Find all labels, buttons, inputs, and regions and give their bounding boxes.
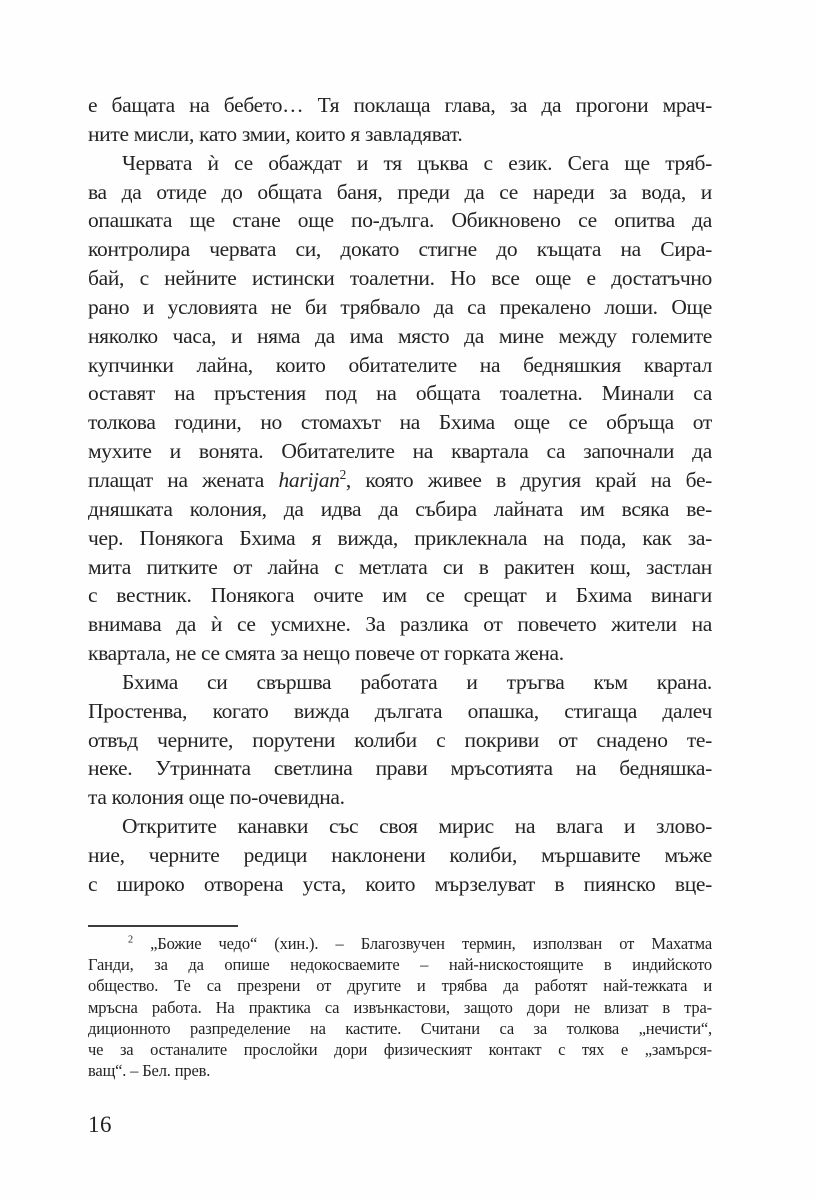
body-line: опашката ще стане още по-дълга. Обикновено се опитва да <box>88 208 712 233</box>
foreign-term-italic: harijan <box>278 467 340 492</box>
body-line: чер. Понякога Бхима я вижда, приклекнала на пода, как за- <box>88 525 712 550</box>
line-text: плащат на жената <box>88 467 279 492</box>
body-line-with-footnote-ref <box>88 466 712 495</box>
body-line: мита питките от лайна с метлата си в ракитен кош, застлан <box>88 554 712 579</box>
body-line: дняшката колония, да идва да събира лайната им всяка ве- <box>88 496 712 521</box>
footnote-line: Ганди, за да опише недокосваемите – най-нискостоящите в индийското <box>88 955 712 975</box>
body-line: рано и условията не би трябвало да са прекалено лоши. Още <box>88 294 712 319</box>
footnote-reference-mark: 2 <box>339 466 346 482</box>
body-line: е бащата на бебето… Тя поклаща глава, за да прогони мрач- <box>88 93 712 117</box>
body-line: та колония още по-очевидна. <box>88 785 345 810</box>
body-line: Простенва, когато вижда дългата опашка, стигаща далеч <box>88 698 712 723</box>
body-line: толкова години, но стомахът на Бхима още се обръща от <box>88 410 712 435</box>
body-line: Червата ѝ се обаждат и тя цъква с език. Сега ще тряб- <box>122 150 712 175</box>
body-line: контролира червата си, докато стигне до къщата на Сира- <box>88 237 712 262</box>
body-line: купчинки лайна, които обитателите на бедняшкия квартал <box>88 352 712 377</box>
body-line: Откритите канавки със своя мирис на влага и злово- <box>122 814 712 839</box>
footnote-text: „Божие чедо“ (хин.). – Благозвучен термин, използван от Махатма <box>132 934 712 953</box>
body-line: ва да отиде до общата баня, преди да се нареди за вода, и <box>88 179 712 204</box>
footnote-divider <box>88 925 238 927</box>
footnote-line: ващ“. – Бел. прев. <box>88 1061 211 1081</box>
body-line: отвъд черните, порутени колиби с покриви от снадено те- <box>88 727 712 752</box>
footnote-marker: 2 <box>128 934 133 946</box>
body-line: с широко отворена уста, които мързелуват в пиянско вце- <box>88 871 712 896</box>
body-line: Бхима си свършва работата и тръгва към крана. <box>122 669 712 694</box>
body-line: внимава да ѝ се усмихне. За разлика от повечето жители на <box>88 612 712 637</box>
body-line: с вестник. Понякога очите им се срещат и Бхима винаги <box>88 583 712 608</box>
body-line: ните мисли, като змии, които я завладяват. <box>88 121 463 146</box>
footnote-block <box>88 933 712 1081</box>
footnote-line: общество. Те са презрени от другите и трябва да работят най-тежката и <box>88 976 712 996</box>
footnote-line: диционното разпределение на кастите. Считани са за толкова „нечисти“, <box>88 1018 712 1038</box>
body-text-block <box>88 91 712 899</box>
footnote-line: че за останалите прослойки дори физическият контакт с тях е „замърся- <box>88 1040 712 1060</box>
body-line: мухите и вонята. Обитателите на квартала са започнали да <box>88 439 712 464</box>
line-text: , която живее в другия край на бе- <box>345 467 713 492</box>
body-line: оставят на пръстения под на общата тоалетна. Минали са <box>88 381 712 406</box>
footnote-line: мръсна работа. На практика са извънкастови, защото дори не влизат в тра- <box>88 997 712 1017</box>
footnote-line <box>88 933 712 954</box>
body-line: бай, с нейните истински тоалетни. Но все още е достатъчно <box>88 266 712 291</box>
body-line: няколко часа, и няма да има място да мине между големите <box>88 323 712 348</box>
body-line: ние, черните редици наклонени колиби, мършавите мъже <box>88 842 712 867</box>
page-number: 16 <box>88 1112 112 1137</box>
body-line: неке. Утринната светлина прави мръсотията на бедняшка- <box>88 756 712 781</box>
body-line: квартала, не се смята за нещо повече от горката жена. <box>88 641 564 666</box>
